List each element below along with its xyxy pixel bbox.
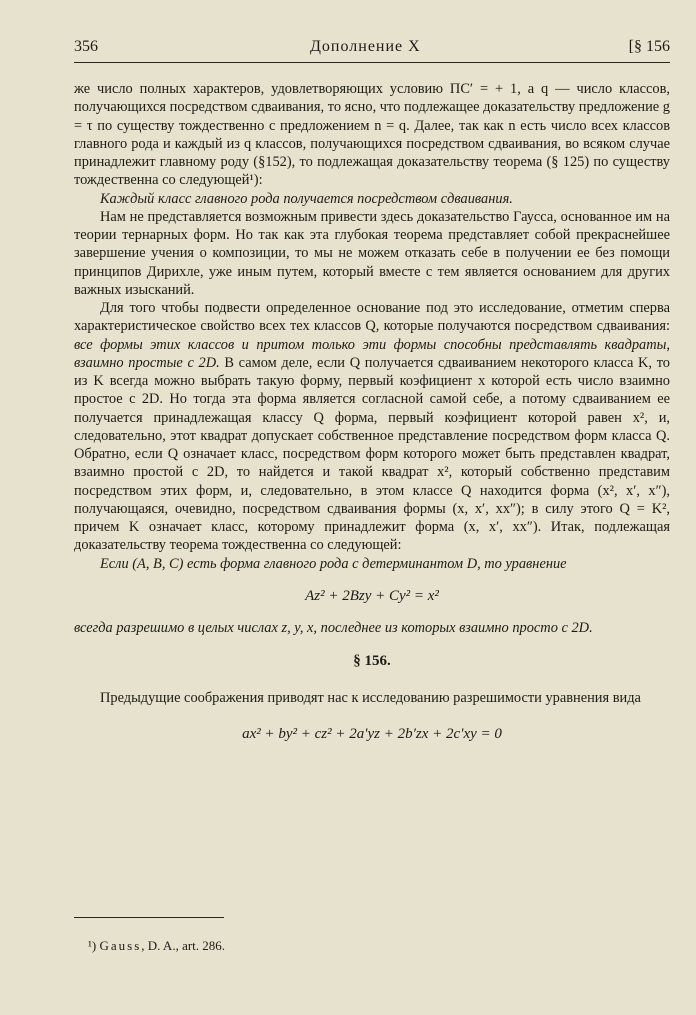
theorem-condition: Если (A, B, C) есть форма главного рода с детерминантом D, то уравнение <box>100 555 567 572</box>
equation-1: Az² + 2Bzy + Cy² = x² <box>305 587 439 604</box>
paragraph-squares-italic: все формы этих классов и притом только эти формы способны представлять квадраты, взаимно простые с 2D. <box>74 336 670 371</box>
section-title: § 156. <box>353 653 391 670</box>
page-number: 356 <box>74 38 98 55</box>
paragraph-squares-start: Для того чтобы подвести определенное основание под это исследование, отметим сперва характеристическое свойство всех тех классов Q, которые получаются посредством сдваивания: <box>74 300 670 335</box>
footnote-marker: ¹) <box>88 938 97 953</box>
paragraph-gauss: Нам не представляется возможным привести здесь доказательство Гаусса, основанное им на теории тернарных форм. Но так как эта глубокая теорема представляет собой прекраснейшее завершение учения о композиции, то мы не можем отказать себе в получении ее без помощи принципов Дирихле, уже иным путем, который вместе с тем является основанием для других важных изысканий. <box>74 208 670 298</box>
footnote-author: Gauss <box>99 938 142 953</box>
footnote-text: , D. A., art. 286. <box>141 938 226 953</box>
footnote-rule <box>74 917 224 918</box>
section-reference: [§ 156 <box>628 38 670 55</box>
footnote <box>88 938 225 954</box>
theorem-statement: Каждый класс главного рода получается посредством сдваивания. <box>100 190 513 207</box>
header-rule <box>74 62 670 63</box>
paragraph-squares-rest: В самом деле, если Q получается сдваиванием некоторого класса K, то из K всегда можно выбрать такую форму, первый коэфициент x которой есть число взаимно простое с 2D. Но тогда эта форма является согласной самой себе, а потому сдваиванием ее получается принадлежащая классу Q форма, первый коэфициент которой равен x², и, следовательно, этот квадрат допускает собственное представление посредством форм класса Q. Обратно, если Q означает класс, посредством форм которого может быть представлен квадрат, взаимно простой с 2D, то найдется и такой квадрат x², который собственно представим посредством этих форм, и, следовательно, в этом классе Q находится форма (x², x′, x″), получающаяся, очевидно, посредством сдваивания формы (x, x′, xx″); в силу этого Q = K², причем K означает класс, которому принадлежит форма (x, x′, xx″). Итак, подлежащая доказательству теорема тождественна со следующей: <box>74 354 670 554</box>
paragraph-squares <box>74 299 670 555</box>
page-body <box>74 80 670 743</box>
paragraph-1: же число полных характеров, удовлетворяющих условию ΠC′ = + 1, а q — число классов, получающихся посредством сдваивания, то ясно, что подлежащее доказательству предложение g = τ по существу тождественно с предложением n = q. Далее, так как n есть число всех классов главного рода и каждый из q классов, получающихся посредством сдваивания, во всяком случае принадлежит главному роду (§152), то подлежащая доказательству теорема (§ 125) по существу тождественна со следующей¹): <box>74 81 670 189</box>
theorem-conclusion: всегда разрешимо в целых числах z, y, x, последнее из которых взаимно просто с 2D. <box>74 620 593 636</box>
running-title: Дополнение X <box>310 38 421 55</box>
page-header <box>74 38 670 64</box>
equation-2: ax² + by² + cz² + 2a′yz + 2b′zx + 2c′xy = 0 <box>242 725 502 742</box>
paragraph-next: Предыдущие соображения приводят нас к исследованию разрешимости уравнения вида <box>100 689 641 706</box>
